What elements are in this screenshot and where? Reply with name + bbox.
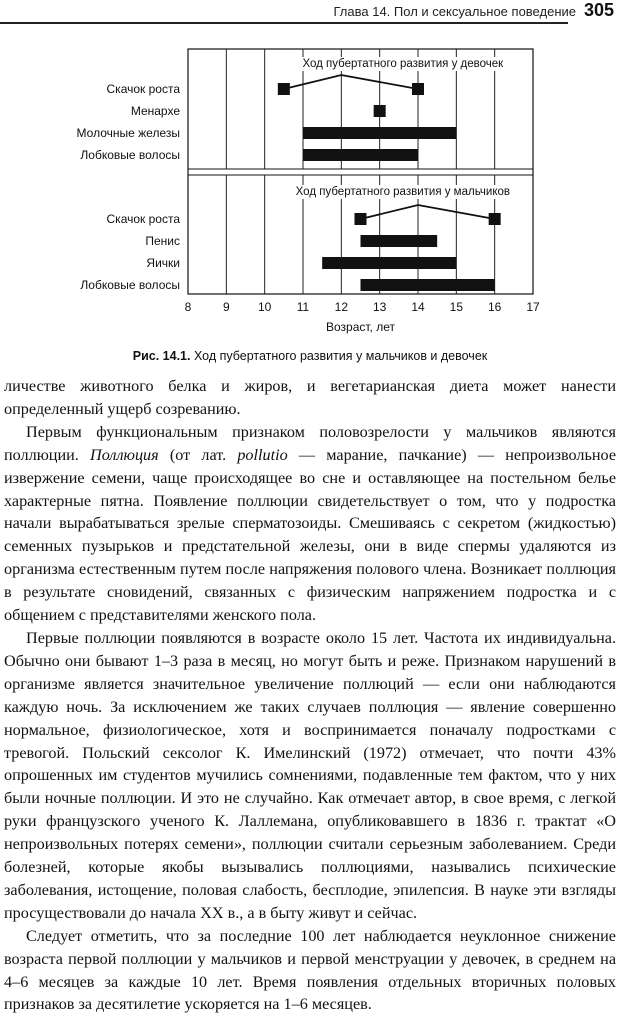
- peak-line: [361, 205, 495, 219]
- header-rule: [0, 22, 568, 24]
- tick-label: 14: [411, 300, 425, 314]
- row-label: Менархе: [130, 104, 180, 118]
- point-marker: [374, 105, 386, 117]
- chapter-title: Глава 14. Пол и сексуальное поведение: [333, 4, 576, 19]
- tick-label: 12: [334, 300, 349, 314]
- row-label: Лобковые волосы: [80, 148, 180, 162]
- tick-label: 15: [449, 300, 464, 314]
- paragraph: личестве животного белка и жиров, и вегетарианская диета может нанести определенный ущерб созреванию.: [4, 377, 616, 418]
- puberty-chart-svg: [40, 45, 580, 345]
- end-marker: [489, 213, 501, 225]
- chart-title: Ход пубертатного развития у мальчиков: [295, 186, 511, 198]
- tick-label: 11: [296, 300, 310, 314]
- row-label: Яички: [146, 256, 180, 270]
- range-bar: [361, 235, 438, 247]
- range-bar: [303, 127, 456, 139]
- row-label: Молочные железы: [76, 126, 180, 140]
- tick-label: 8: [184, 300, 192, 314]
- axis-label: Возраст, лет: [326, 320, 395, 334]
- tick-label: 10: [257, 300, 272, 314]
- puberty-chart: [40, 45, 580, 345]
- start-marker: [278, 83, 290, 95]
- tick-label: 13: [372, 300, 387, 314]
- italic-term: pollutio: [237, 445, 288, 464]
- range-bar: [322, 257, 456, 269]
- paragraph: Первым функциональным признаком половозрелости у мальчиков являются поллюции. Поллюция (от лат. pollutio — марание, пачкание) — непроизвольное извержение семени, чаще происходящее во сне и оставляющее на постельном белье характерные пятна. Появление поллюции свидетельствует о том, что у подростка начали вырабатываться зрелые сперматозоиды. Смешиваясь с секретом (жидкостью) семенных пузырьков и предстательной железы, они в виде спермы удаляются из организма естественным путем после напряжения полового члена. Возникает поллюция в результате сновидений, связанных с физическим напряжением подростка и с общением с представителями женского пола.: [4, 422, 617, 625]
- caption-text: Ход пубертатного развития у мальчиков и девочек: [190, 349, 488, 363]
- range-bar: [303, 149, 418, 161]
- tick-label: 17: [526, 300, 540, 314]
- row-label: Скачок роста: [106, 212, 180, 226]
- range-bar: [361, 279, 495, 291]
- start-marker: [355, 213, 367, 225]
- row-label: Скачок роста: [106, 82, 180, 96]
- end-marker: [412, 83, 424, 95]
- tick-label: 16: [487, 300, 502, 314]
- tick-label: 9: [222, 300, 230, 314]
- row-label: Пенис: [145, 234, 180, 248]
- row-label: Лобковые волосы: [80, 278, 180, 292]
- figure-caption: [0, 349, 620, 363]
- caption-label: Рис. 14.1.: [132, 349, 191, 363]
- running-header: [0, 0, 620, 26]
- italic-term: Поллюция: [90, 445, 159, 464]
- page-number: 305: [583, 0, 614, 20]
- body-text: [4, 375, 616, 1016]
- peak-line: [284, 75, 418, 89]
- chart-title: Ход пубертатного развития у девочек: [302, 58, 504, 70]
- paragraph: Первые поллюции появляются в возрасте около 15 лет. Частота их индивидуальна. Обычно они бывают 1–3 раза в месяц, но могут быть и реже. Признаком нарушений в организме является значительное увеличение поллюций — если они наблюдаются каждую ночь. За исключением же таких случаев поллюция — явление совершенно нормальное, физиологическое, хотя и воспринимается поначалу подростками с тревогой. Польский сексолог К. Имелинский (1972) отмечает, что почти 43% опрошенных им студентов мучились сомнениями, подавленные тем фактом, что у них были ночные поллюции. И это не случайно. Как отмечает автор, в свое время, с легкой руки французского ученого К. Лаллемана, опубликовавшего в 1836 г. трактат «О непроизвольных потерях семени», поллюции считали серьезным заболеванием. Среди болезней, которые якобы вызывались поллюциями, назывались психические заболевания, истощение, половая слабость, бесплодие, эпилепсия. В науке эти взгляды просуществовали до начала XX в., а в быту живут и сейчас.: [4, 628, 616, 922]
- paragraph: Следует отметить, что за последние 100 лет наблюдается неуклонное снижение возраста первой поллюции у мальчиков и первой менструации у девочек, в среднем на 4–6 месяцев за каждые 10 лет. Время появления отдельных вторичных половых признаков за десятилетие ускоряется на 1–6 месяцев.: [4, 926, 616, 1014]
